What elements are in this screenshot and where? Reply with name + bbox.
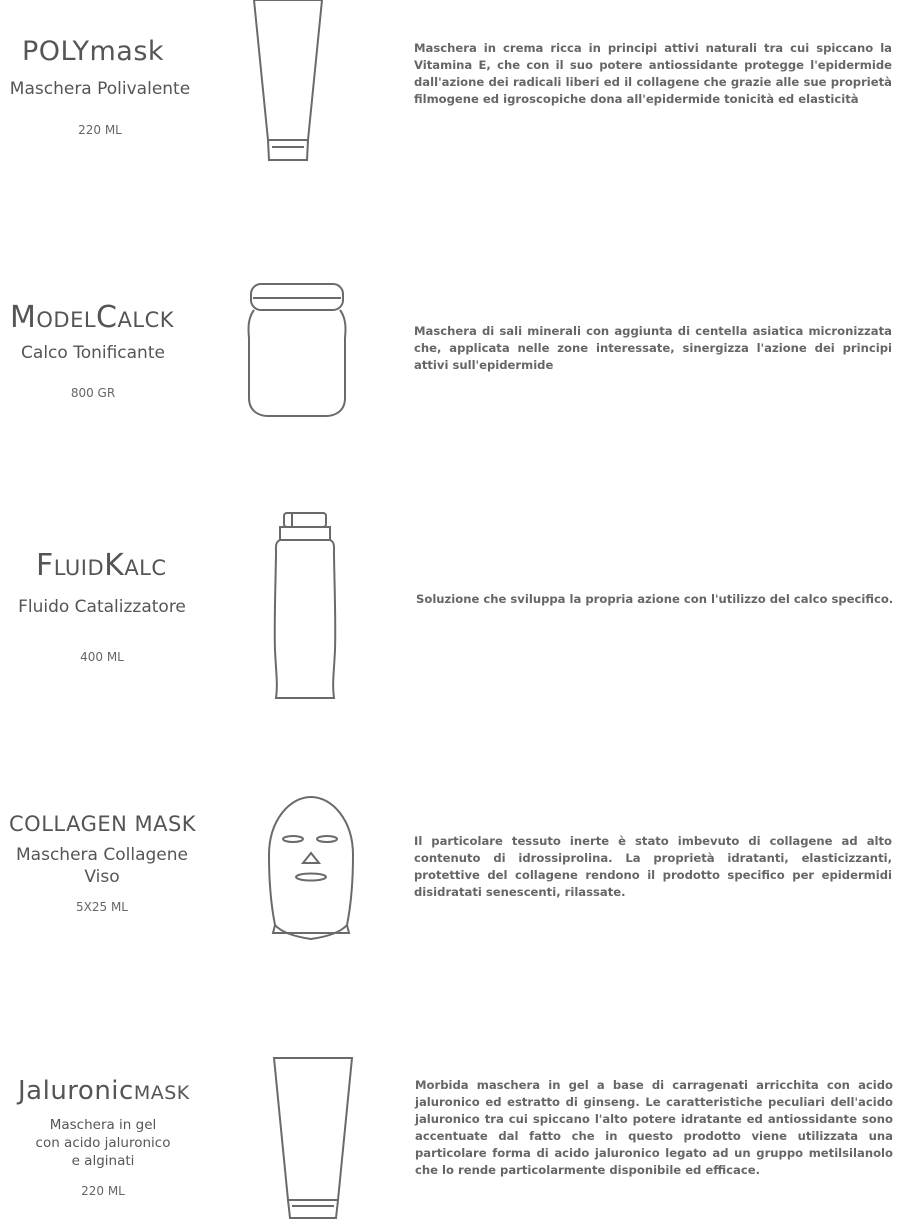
product-size: 5X25 ML (76, 900, 128, 914)
product-subtitle-line: Maschera in gel (49, 1117, 157, 1133)
product-description: Maschera in crema ricca in principi attivi naturali tra cui spiccano la Vitamina E, che con il suo potere antiossidante protegge l'epidermide dall'azione dei radicali liberi ed il collagene che grazie alle sue proprietà filmogene ed igroscopiche dona all'epidermide tonicità ed elasticità (414, 41, 892, 106)
product-size: 800 GR (70, 386, 116, 400)
product-size: 220 ML (78, 123, 122, 137)
face-mask-icon (265, 795, 375, 945)
product-title: POLYmask (22, 36, 165, 67)
tube-icon (250, 0, 330, 170)
product-subtitle: Calco Tonificante (21, 343, 165, 363)
product-polymask (0, 0, 898, 170)
product-description: Maschera di sali minerali con aggiunta di centella asiatica micronizzata che, applicata nelle zone interessate, sinergizza l'azione dei principi attivi sull'epidermide (414, 324, 892, 372)
product-modelcalck (0, 280, 898, 430)
product-subtitle-line: Viso (84, 867, 120, 887)
product-title: ModelCalck (10, 300, 174, 335)
product-jaluronic-mask (0, 1050, 898, 1220)
product-title: FluidKalc (36, 548, 167, 583)
product-fluidkalc (0, 510, 898, 710)
product-description: Soluzione che sviluppa la propria azione con l'utilizzo del calco specifico. (416, 592, 894, 606)
product-collagen-mask (0, 790, 898, 950)
product-subtitle: Fluido Catalizzatore (18, 597, 186, 617)
product-subtitle-line: con acido jaluronico (35, 1135, 171, 1151)
product-title: COLLAGEN MASK (9, 812, 197, 836)
product-size: 400 ML (80, 650, 124, 664)
bottle-icon (270, 510, 350, 710)
product-subtitle: Maschera Polivalente (9, 79, 191, 99)
product-title-suffix: MASK (133, 1082, 190, 1104)
tube-icon (272, 1056, 362, 1226)
product-title (18, 1076, 190, 1106)
product-description: Il particolare tessuto inerte è stato imbevuto di collagene ad alto contenuto di idrossiprolina. La proprietà idratanti, elasticizzanti, protettive del collagene rendono il prodotto specifico per epidermidi disidratati senescenti, rilassate. (414, 834, 892, 899)
product-size: 220 ML (81, 1184, 125, 1198)
product-subtitle-line: e alginati (71, 1153, 135, 1169)
product-subtitle-line: Maschera Collagene (16, 845, 188, 865)
product-title-main: Jaluronic (18, 1076, 134, 1106)
jar-icon (248, 282, 358, 422)
product-description: Morbida maschera in gel a base di carragenati arricchita con acido jaluronico ed estratto di ginseng. Le caratteristiche peculiari dell'acido jaluronico tra cui spiccano l'alto potere idratante ed antiossidante sono accentuate dal fatto che in questo prodotto viene utilizzata una particolare forma di acido jaluronico legato ad un gruppo metilsilanolo che lo rende particolarmente disponibile ed efficace. (415, 1078, 893, 1177)
